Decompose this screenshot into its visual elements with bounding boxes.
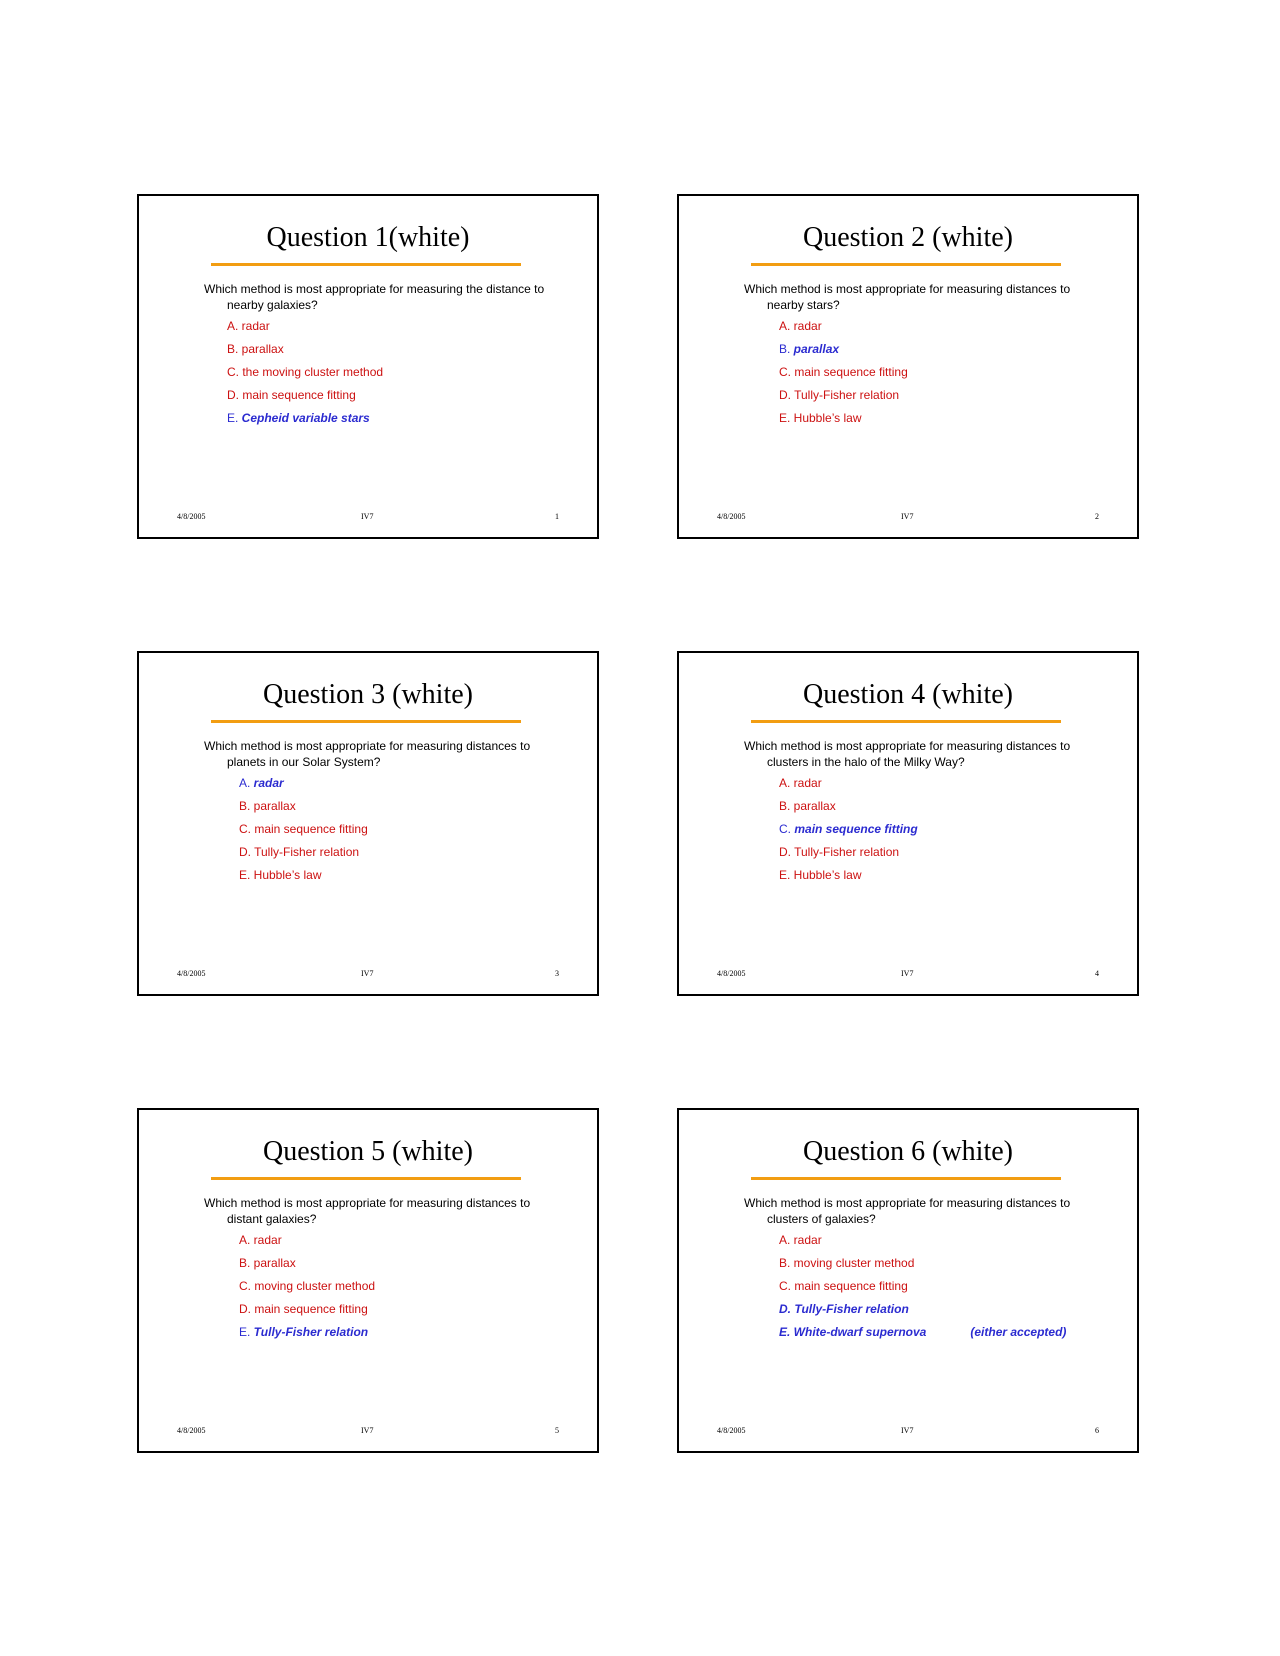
footer-page-number: 1 <box>555 512 559 521</box>
footer-code: IV7 <box>361 1426 374 1435</box>
answer-options <box>779 775 918 890</box>
answer-options <box>239 775 368 890</box>
option-prefix: A. <box>239 776 254 790</box>
question-line-2: distant galaxies? <box>227 1212 317 1226</box>
slide-title: Question 4 (white) <box>803 679 1013 710</box>
footer-date: 4/8/2005 <box>177 1426 206 1435</box>
option-b: B. parallax <box>227 342 284 356</box>
question-line-2: nearby galaxies? <box>227 298 318 312</box>
option-e-correct <box>227 410 383 433</box>
question-text <box>744 738 1124 770</box>
title-underline <box>751 1177 1061 1180</box>
slide-title: Question 5 (white) <box>263 1136 473 1167</box>
question-text <box>744 281 1124 313</box>
footer-code: IV7 <box>361 969 374 978</box>
option-d: D. main sequence fitting <box>239 1302 368 1316</box>
footer-code: IV7 <box>901 1426 914 1435</box>
slide-5 <box>137 1108 599 1453</box>
slide-title: Question 3 (white) <box>263 679 473 710</box>
footer-code: IV7 <box>901 512 914 521</box>
question-line-2: planets in our Solar System? <box>227 755 381 769</box>
footer-date: 4/8/2005 <box>717 512 746 521</box>
question-line-2: clusters in the halo of the Milky Way? <box>767 755 965 769</box>
footer-date: 4/8/2005 <box>717 1426 746 1435</box>
option-a: A. radar <box>779 1233 822 1247</box>
slide-6 <box>677 1108 1139 1453</box>
option-c: C. main sequence fitting <box>239 822 368 836</box>
option-d: D. main sequence fitting <box>227 388 356 402</box>
slide-1 <box>137 194 599 539</box>
correct-answer: main sequence fitting <box>794 822 918 836</box>
question-text <box>744 1195 1124 1227</box>
option-a: A. radar <box>779 319 822 333</box>
footer-page-number: 4 <box>1095 969 1099 978</box>
option-prefix: E. <box>227 411 242 425</box>
option-a: A. radar <box>239 1233 282 1247</box>
slide-title: Question 1(white) <box>266 222 470 253</box>
slide-4 <box>677 651 1139 996</box>
answer-options <box>779 1232 1066 1347</box>
answer-options <box>239 1232 375 1347</box>
correct-answer: radar <box>253 776 284 790</box>
correct-answer: D. Tully-Fisher relation <box>779 1302 909 1316</box>
answer-options <box>227 318 383 433</box>
option-e: E. Hubble’s law <box>239 868 322 882</box>
option-b-correct <box>779 341 908 364</box>
option-c: C. moving cluster method <box>239 1279 376 1293</box>
option-d: D. Tully-Fisher relation <box>779 845 900 859</box>
option-prefix: B. <box>779 342 794 356</box>
option-a: A. radar <box>779 776 822 790</box>
footer-date: 4/8/2005 <box>177 969 206 978</box>
slide-title: Question 2 (white) <box>803 222 1013 253</box>
option-d: D. Tully-Fisher relation <box>779 388 900 402</box>
question-line-1: Which method is most appropriate for measuring distances to <box>204 739 531 753</box>
option-c: C. the moving cluster method <box>227 365 384 379</box>
correct-answer: E. White-dwarf supernova <box>779 1325 927 1339</box>
question-line-1: Which method is most appropriate for measuring distances to <box>744 282 1071 296</box>
question-line-1: Which method is most appropriate for measuring the distance to <box>204 282 545 296</box>
question-text <box>204 738 584 770</box>
option-prefix: E. <box>239 1325 254 1339</box>
footer-page-number: 6 <box>1095 1426 1099 1435</box>
footer-page-number: 2 <box>1095 512 1099 521</box>
question-line-1: Which method is most appropriate for measuring distances to <box>204 1196 531 1210</box>
option-prefix: C. <box>779 822 795 836</box>
title-underline <box>751 720 1061 723</box>
title-underline <box>211 263 521 266</box>
question-text <box>204 1195 584 1227</box>
footer-date: 4/8/2005 <box>177 512 206 521</box>
option-b: B. parallax <box>779 799 836 813</box>
option-b: B. moving cluster method <box>779 1256 915 1270</box>
option-e: E. Hubble’s law <box>779 868 862 882</box>
footer-date: 4/8/2005 <box>717 969 746 978</box>
question-line-1: Which method is most appropriate for measuring distances to <box>744 1196 1071 1210</box>
footer-page-number: 5 <box>555 1426 559 1435</box>
correct-answer: parallax <box>793 342 840 356</box>
option-e-correct <box>779 1324 1066 1347</box>
footer-code: IV7 <box>361 512 374 521</box>
question-line-2: clusters of galaxies? <box>767 1212 876 1226</box>
slide-title: Question 6 (white) <box>803 1136 1013 1167</box>
option-c-correct <box>779 821 918 844</box>
option-c: C. main sequence fitting <box>779 365 908 379</box>
option-e: E. Hubble’s law <box>779 411 862 425</box>
correct-answer: Cepheid variable stars <box>241 411 370 425</box>
footer-code: IV7 <box>901 969 914 978</box>
footer-page-number: 3 <box>555 969 559 978</box>
answer-options <box>779 318 908 433</box>
option-d-correct <box>779 1301 1066 1324</box>
title-underline <box>211 1177 521 1180</box>
option-b: B. parallax <box>239 799 296 813</box>
either-accepted-note: (either accepted) <box>970 1325 1067 1339</box>
correct-answer: Tully-Fisher relation <box>253 1325 369 1339</box>
option-b: B. parallax <box>239 1256 296 1270</box>
option-d: D. Tully-Fisher relation <box>239 845 360 859</box>
option-c: C. main sequence fitting <box>779 1279 908 1293</box>
question-line-1: Which method is most appropriate for measuring distances to <box>744 739 1071 753</box>
question-line-2: nearby stars? <box>767 298 840 312</box>
question-text <box>204 281 584 313</box>
title-underline <box>211 720 521 723</box>
option-e-correct <box>239 1324 375 1347</box>
slide-2 <box>677 194 1139 539</box>
slide-3 <box>137 651 599 996</box>
title-underline <box>751 263 1061 266</box>
option-a-correct <box>239 775 368 798</box>
option-a: A. radar <box>227 319 270 333</box>
